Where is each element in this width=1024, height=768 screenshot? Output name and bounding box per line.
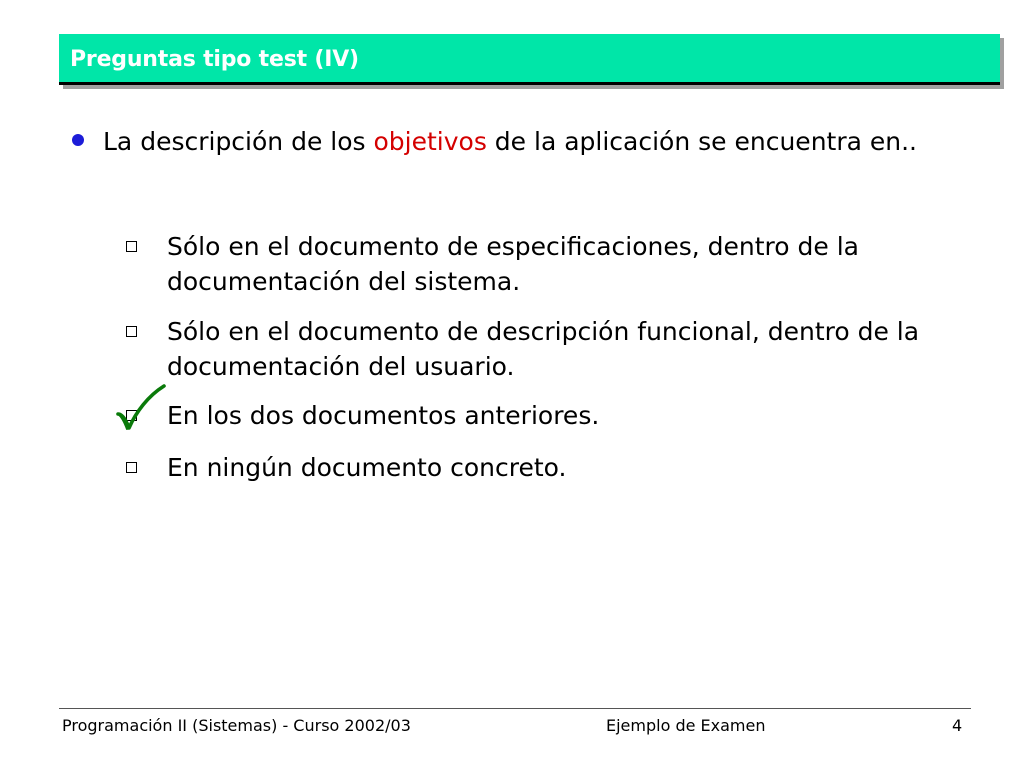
checkbox-square-icon — [126, 241, 137, 252]
option-2-text: Sólo en el documento de descripción funcional, dentro de la documentación del usuario. — [167, 317, 920, 381]
checkbox-square-icon — [126, 326, 137, 337]
checkbox-square-icon — [126, 462, 137, 473]
slide-title: Preguntas tipo test (IV) — [70, 47, 359, 72]
bullet-dot-icon — [72, 134, 84, 146]
option-4-text: En ningún documento concreto. — [167, 453, 567, 482]
option-1-text: Sólo en el documento de especificaciones, dentro de la documentación del sistema. — [167, 232, 859, 296]
footer-section: Ejemplo de Examen — [606, 716, 766, 735]
title-bar — [59, 34, 1000, 85]
question-text — [103, 124, 973, 160]
page-number: 4 — [952, 716, 963, 735]
question-after: de la aplicación se encuentra en.. — [486, 127, 917, 156]
option-3-text: En los dos documentos anteriores. — [167, 401, 600, 430]
question-before: La descripción de los — [103, 127, 374, 156]
checkmark-icon — [112, 382, 168, 438]
footer-course: Programación II (Sistemas) - Curso 2002/03 — [62, 716, 411, 735]
footer-divider — [59, 708, 971, 709]
question-highlight: objetivos — [373, 127, 487, 156]
